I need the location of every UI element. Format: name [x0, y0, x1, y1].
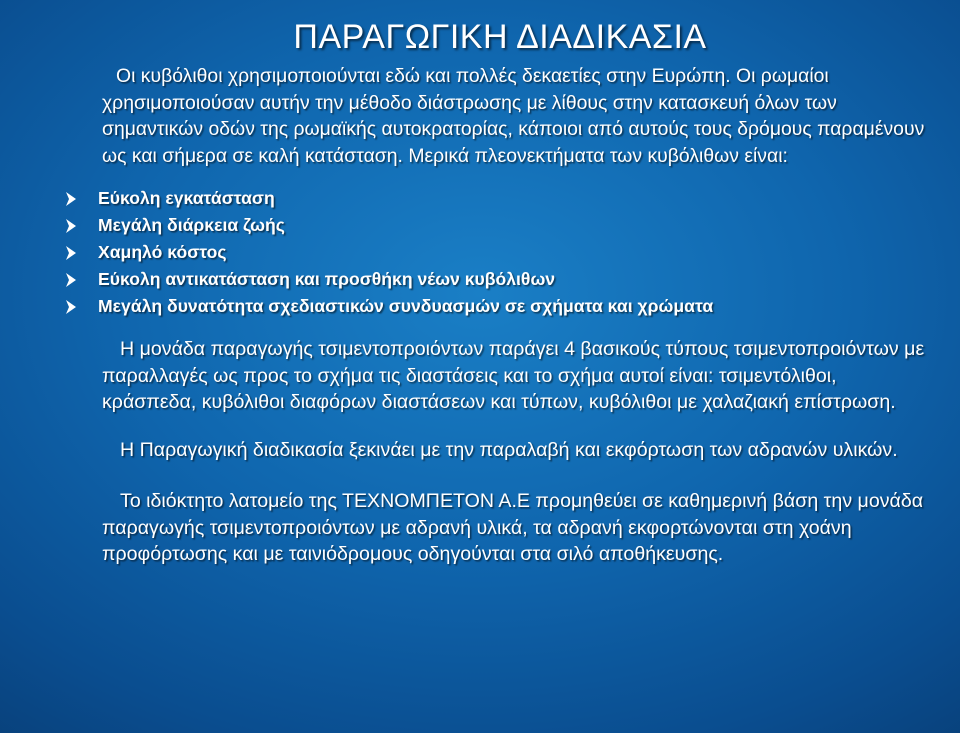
list-item [66, 185, 713, 212]
process-start-paragraph [102, 437, 932, 464]
paragraph-text: Η Παραγωγική διαδικασία ξεκινάει με την παραλαβή και εκφόρτωση των αδρανών υλικών. [120, 439, 898, 461]
list-item [66, 266, 713, 293]
list-item-label: Εύκολη εγκατάσταση [98, 188, 275, 208]
arrowhead-bullet-icon [66, 246, 76, 260]
intro-text-block [102, 63, 940, 169]
list-item [66, 212, 713, 239]
production-units-paragraph [102, 336, 932, 416]
list-item [66, 293, 713, 320]
quarry-supply-paragraph [102, 488, 932, 568]
arrowhead-bullet-icon [66, 219, 76, 233]
paragraph-text: Η μονάδα παραγωγής τσιμεντοπροιόντων παράγει 4 βασικούς τύπους τσιμεντοπροιόντων με παραλλαγές ως προς το σχήμα τις διαστάσεις και το σχήμα αυτοί είναι: τσιμεντόλιθοι, κράσπεδα, κυβόλιθοι διαφόρων διαστάσεων και τύπων, κυβόλιθοι με χαλαζιακή επίστρωση. [102, 338, 925, 413]
list-item-label: Εύκολη αντικατάσταση και προσθήκη νέων κυβόλιθων [98, 269, 556, 289]
arrowhead-bullet-icon [66, 300, 76, 314]
arrowhead-bullet-icon [66, 192, 76, 206]
intro-paragraph: Οι κυβόλιθοι χρησιμοποιούνται εδώ και πολλές δεκαετίες στην Ευρώπη. Οι ρωμαίοι χρησιμοποιούσαν αυτήν την μέθοδο διάστρωσης με λίθους στην κατασκευή όλων των σημαντικών οδών της ρωμαϊκής αυτοκρατορίας, κάποιοι από αυτούς τους δρόμους παραμένουν ως και σήμερα σε καλή κατάσταση. Μερικά πλεονεκτήματα των κυβόλιθων είναι: [102, 65, 925, 167]
slide-title: ΠΑΡΑΓΩΓΙΚΗ ΔΙΑΔΙΚΑΣΙΑ [293, 18, 707, 56]
list-item-label: Μεγάλη δυνατότητα σχεδιαστικών συνδυασμών σε σχήματα και χρώματα [98, 296, 714, 316]
list-item-label: Μεγάλη διάρκεια ζωής [98, 215, 285, 235]
list-item [66, 239, 713, 266]
advantages-list [66, 185, 713, 320]
arrowhead-bullet-icon [66, 273, 76, 287]
list-item-label: Χαμηλό κόστος [98, 242, 227, 262]
paragraph-text: Το ιδιόκτητο λατομείο της ΤΕΧΝΟΜΠΕΤΟΝ Α.Ε προμηθεύει σε καθημερινή βάση την μονάδα παραγωγής τσιμεντοπροιόντων με αδρανή υλικά, τα αδρανή εκφορτώνονται στη χοάνη προφόρτωσης και με ταινιόδρομους οδηγούνται στα σιλό αποθήκευσης. [102, 490, 924, 565]
